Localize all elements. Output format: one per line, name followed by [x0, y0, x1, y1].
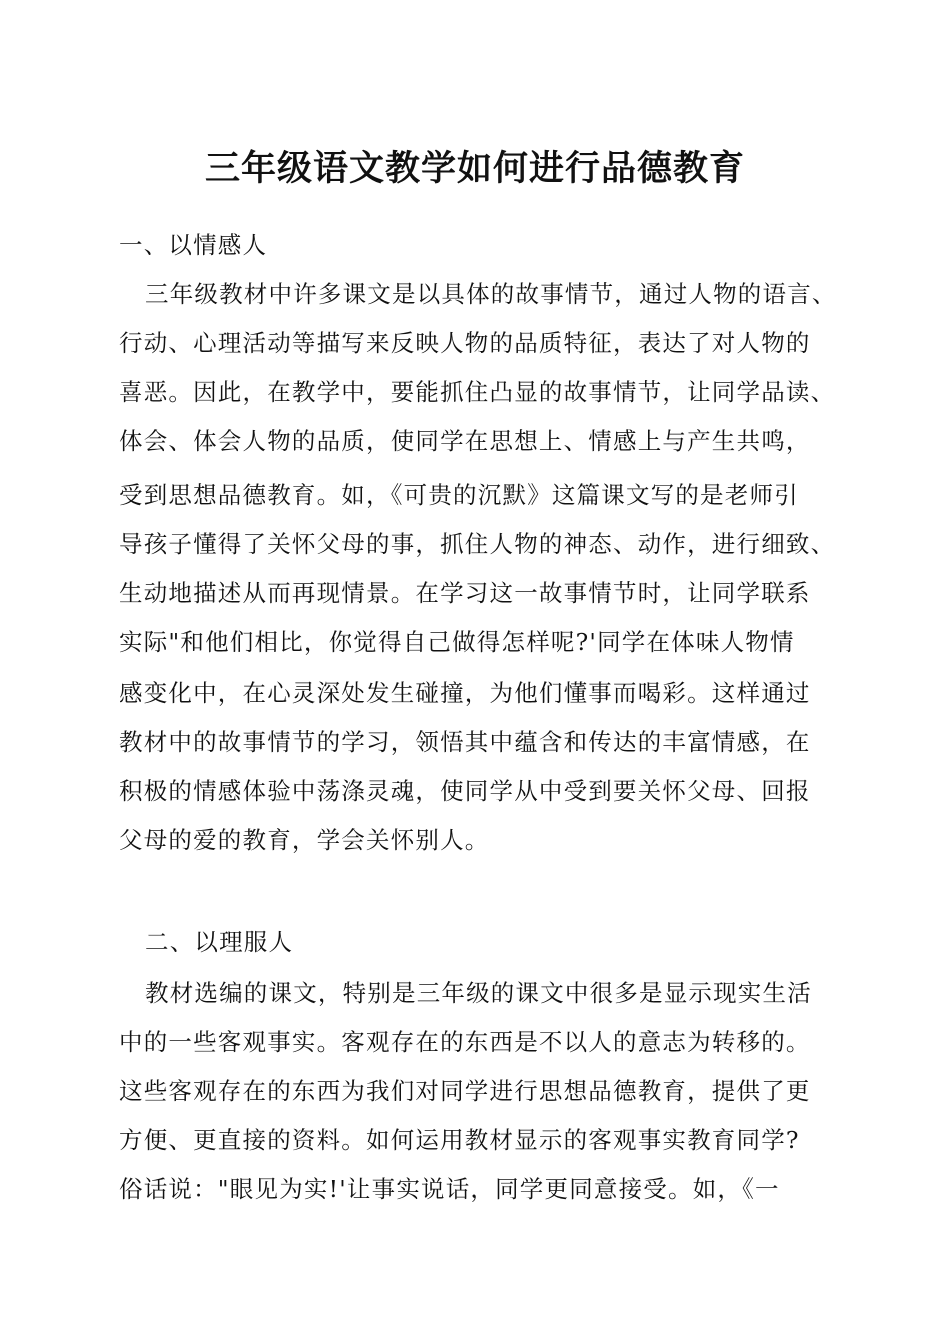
paragraph-line: 感变化中，在心灵深处发生碰撞，为他们懂事而喝彩。这样通过 — [119, 679, 811, 707]
paragraph-line: 体会、体会人物的品质，使同学在思想上、情感上与产生共鸣， — [119, 427, 811, 455]
paragraph-line: 三年级教材中许多课文是以具体的故事情节，通过人物的语言、 — [145, 280, 837, 308]
paragraph-line: 方便、更直接的资料。如何运用教材显示的客观事实教育同学? — [119, 1126, 800, 1154]
paragraph-line: 父母的爱的教育，学会关怀别人。 — [119, 826, 490, 854]
paragraph-line: 喜恶。因此，在教学中，要能抓住凸显的故事情节，让同学品读、 — [119, 378, 836, 406]
paragraph-line: 导孩子懂得了关怀父母的事，抓住人物的神态、动作，进行细致、 — [119, 530, 836, 558]
section-heading: 二、以理服人 — [145, 928, 294, 956]
paragraph-line: 行动、心理活动等描写来反映人物的品质特征，表达了对人物的 — [119, 329, 811, 357]
paragraph-line: 俗话说："眼见为实!'让事实说话，同学更同意接受。如，《一 — [119, 1175, 780, 1203]
paragraph-line: 教材中的故事情节的学习，领悟其中蕴含和传达的丰富情感，在 — [119, 728, 811, 756]
paragraph-line: 中的一些客观事实。客观存在的东西是不以人的意志为转移的。 — [119, 1028, 811, 1056]
paragraph-line: 这些客观存在的东西为我们对同学进行思想品德教育，提供了更 — [119, 1077, 811, 1105]
paragraph-line: 积极的情感体验中荡涤灵魂，使同学从中受到要关怀父母、回报 — [119, 777, 811, 805]
section-heading: 一、以情感人 — [119, 231, 268, 259]
paragraph-line: 生动地描述从而再现情景。在学习这一故事情节时，让同学联系 — [119, 579, 811, 607]
paragraph-line: 教材选编的课文，特别是三年级的课文中很多是显示现实生活 — [145, 979, 812, 1007]
document-title: 三年级语文教学如何进行品德教育 — [204, 148, 745, 189]
paragraph-line: 受到思想品德教育。如，《可贵的沉默》这篇课文写的是老师引 — [119, 481, 799, 509]
paragraph-line: 实际"和他们相比，你觉得自己做得怎样呢?'同学在体味人物情 — [119, 628, 795, 656]
